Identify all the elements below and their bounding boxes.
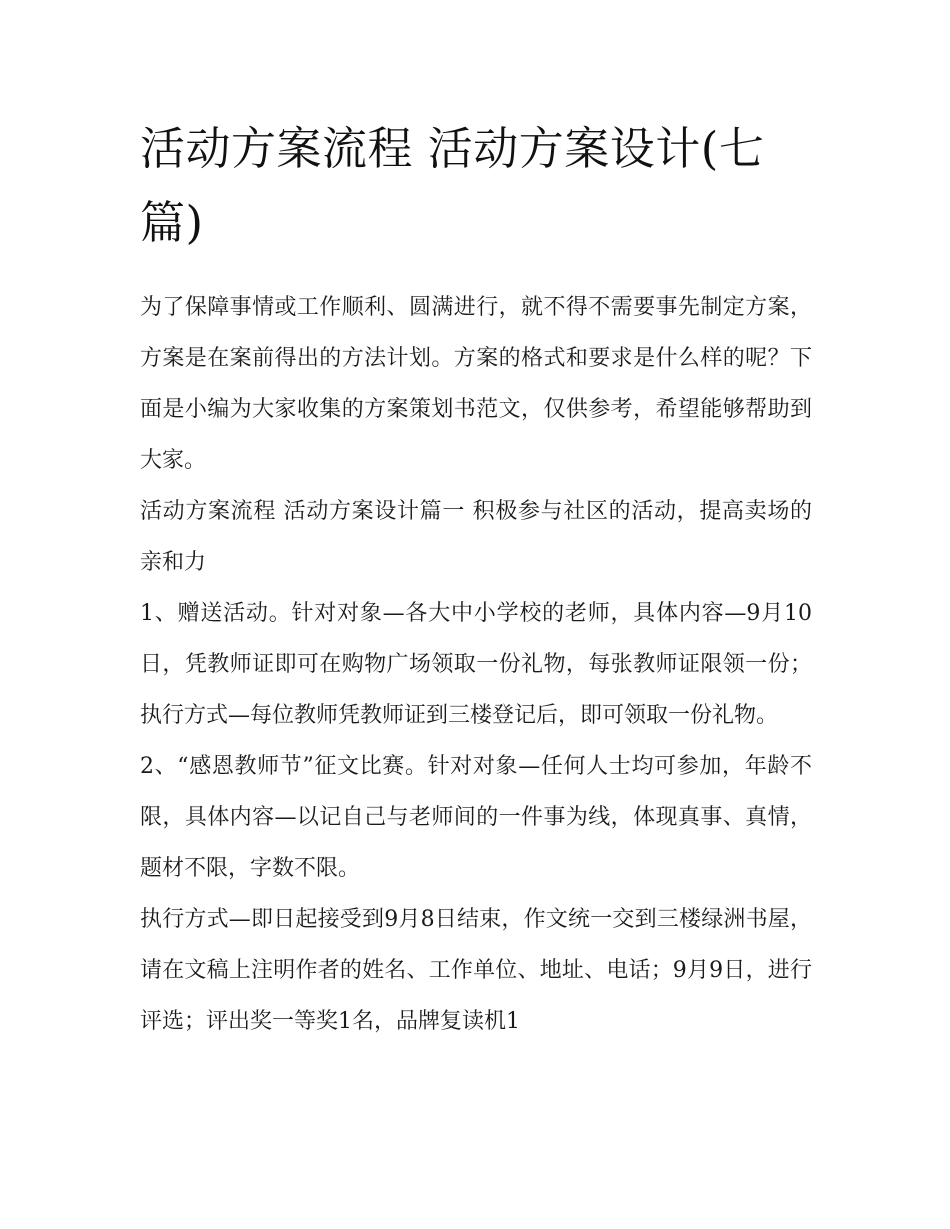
- paragraph-execution: 执行方式—即日起接受到9月8日结束，作文统一交到三楼绿洲书屋，请在文稿上注明作者的姓名、工作单位、地址、电话；9月9日，进行评选；评出奖一等奖1名，品牌复读机1: [140, 907, 812, 1034]
- paragraph-item-1: 1、赠送活动。针对对象—各大中小学校的老师，具体内容—9月10日，凭教师证即可在购物广场领取一份礼物，每张教师证限领一份；执行方式—每位教师凭教师证到三楼登记后，即可领取一份礼物。: [140, 601, 812, 728]
- paragraph-item-2: 2、“感恩教师节”征文比赛。针对对象—任何人士均可参加，年龄不限，具体内容—以记自己与老师间的一件事为线，体现真事、真情，题材不限，字数不限。: [140, 754, 812, 881]
- paragraph-section-heading: 活动方案流程 活动方案设计篇一 积极参与社区的活动，提高卖场的亲和力: [140, 499, 812, 575]
- document-title: 活动方案流程 活动方案设计(七篇): [140, 122, 765, 249]
- document-body: [140, 112, 812, 1047]
- paragraph-intro: 为了保障事情或工作顺利、圆满进行，就不得不需要事先制定方案，方案是在案前得出的方法计划。方案的格式和要求是什么样的呢？下面是小编为大家收集的方案策划书范文，仅供参考，希望能够帮助到大家。: [140, 295, 812, 473]
